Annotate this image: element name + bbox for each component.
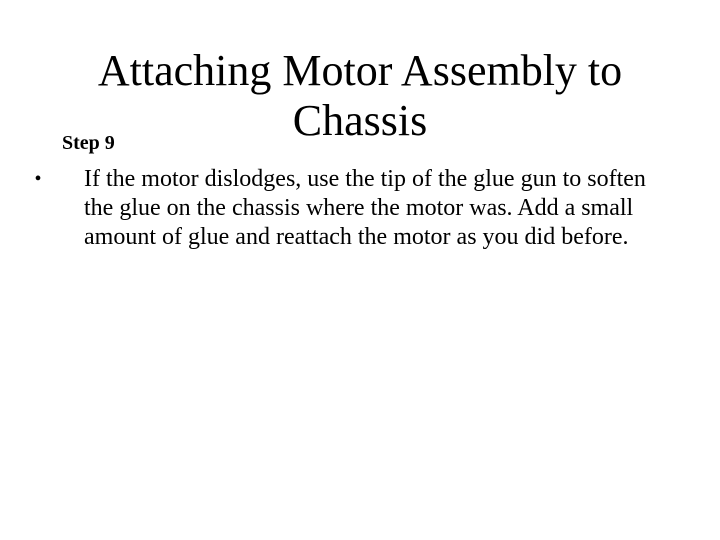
bullet-list [28, 165, 668, 252]
bullet-text: If the motor dislodges, use the tip of the glue gun to soften the glue on the chassis where the motor was. Add a small amount of glue and reattach the motor as you did before. [84, 166, 646, 250]
slide-title: Attaching Motor Assembly to Chassis [97, 46, 623, 145]
bullet-marker: • [34, 168, 42, 190]
step-label: Step 9 [62, 132, 115, 154]
bullet-item [28, 165, 668, 252]
